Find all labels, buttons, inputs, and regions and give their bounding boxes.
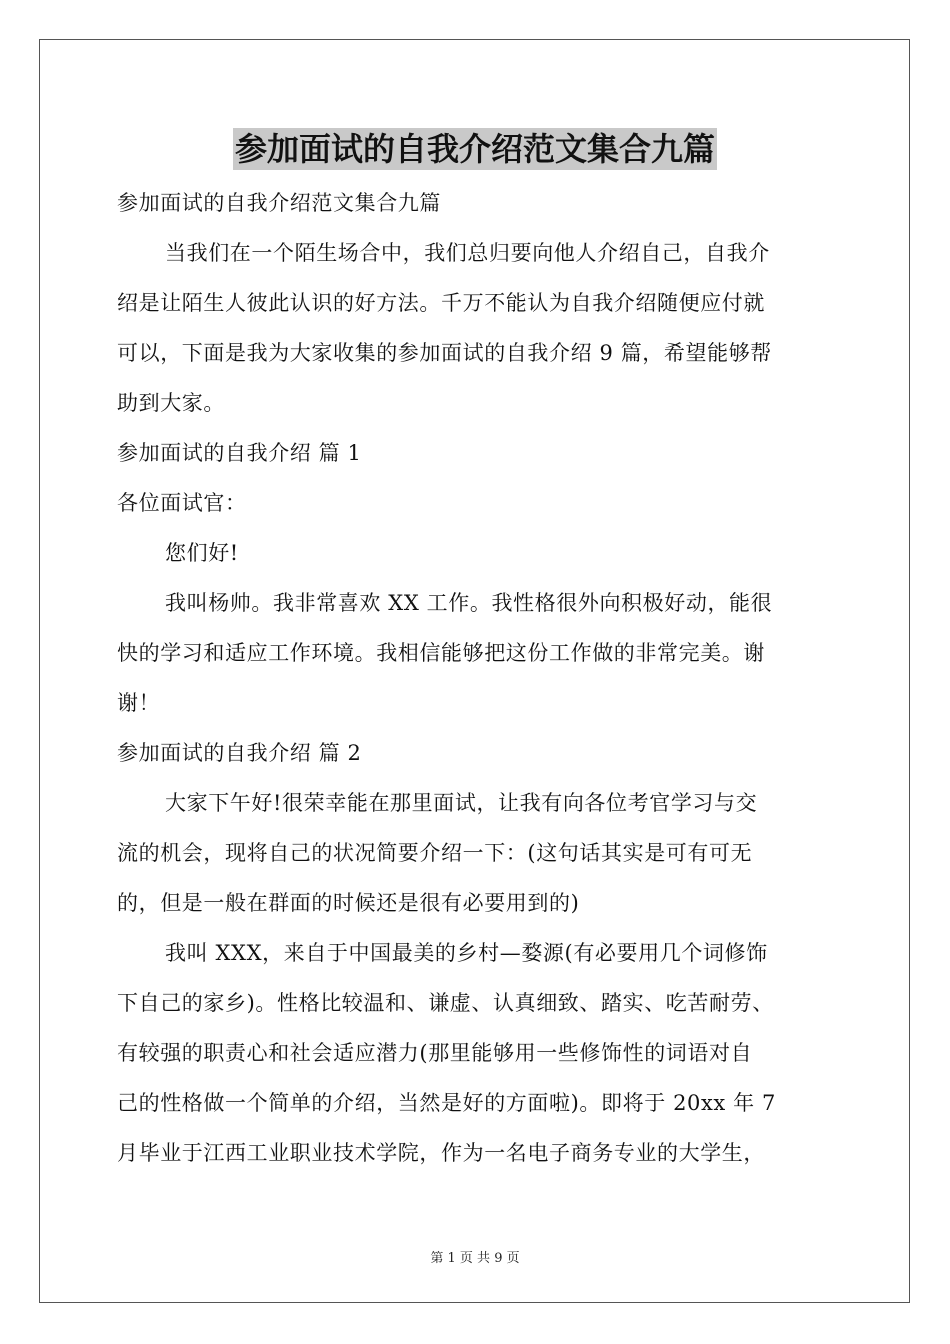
title-wrap bbox=[0, 128, 950, 170]
document-title: 参加面试的自我介绍范文集合九篇 bbox=[234, 130, 715, 168]
page-footer: 第 1 页 共 9 页 bbox=[430, 1251, 520, 1266]
text-line: 己的性格做一个简单的介绍，当然是好的方面啦)。即将于 20xx 年 7 bbox=[117, 1091, 776, 1115]
text-line: 月毕业于江西工业职业技术学院，作为一名电子商务专业的大学生， bbox=[117, 1141, 765, 1165]
text-line: 快的学习和适应工作环境。我相信能够把这份工作做的非常完美。谢 bbox=[117, 641, 765, 665]
text-line: 流的机会，现将自己的状况简要介绍一下：(这句话其实是可有可无 bbox=[117, 841, 753, 865]
text-line: 您们好! bbox=[165, 541, 239, 565]
text-line: 下自己的家乡)。性格比较温和、谦虚、认真细致、踏实、吃苦耐劳、 bbox=[117, 991, 774, 1015]
text-line: 有较强的职责心和社会适应潜力(那里能够用一些修饰性的词语对自 bbox=[117, 1041, 753, 1065]
text-line: 绍是让陌生人彼此认识的好方法。千万不能认为自我介绍随便应付就 bbox=[117, 291, 765, 315]
text-line: 参加面试的自我介绍范文集合九篇 bbox=[117, 191, 441, 215]
text-line: 我叫 XXX，来自于中国最美的乡村—婺源(有必要用几个词修饰 bbox=[165, 941, 768, 965]
text-line: 大家下午好!很荣幸能在那里面试，让我有向各位考官学习与交 bbox=[165, 791, 758, 815]
text-line: 助到大家。 bbox=[117, 391, 225, 415]
text-line: 参加面试的自我介绍 篇 2 bbox=[117, 741, 362, 765]
document-body bbox=[117, 178, 837, 1178]
text-line: 可以，下面是我为大家收集的参加面试的自我介绍 9 篇，希望能够帮 bbox=[117, 341, 772, 365]
text-line: 参加面试的自我介绍 篇 1 bbox=[117, 441, 362, 465]
text-line: 谢！ bbox=[117, 691, 161, 715]
text-line: 的，但是一般在群面的时候还是很有必要用到的) bbox=[117, 891, 580, 915]
text-line: 各位面试官： bbox=[117, 491, 247, 515]
text-line: 当我们在一个陌生场合中，我们总归要向他人介绍自己，自我介 bbox=[165, 241, 770, 265]
text-line: 我叫杨帅。我非常喜欢 XX 工作。我性格很外向积极好动，能很 bbox=[165, 591, 773, 615]
